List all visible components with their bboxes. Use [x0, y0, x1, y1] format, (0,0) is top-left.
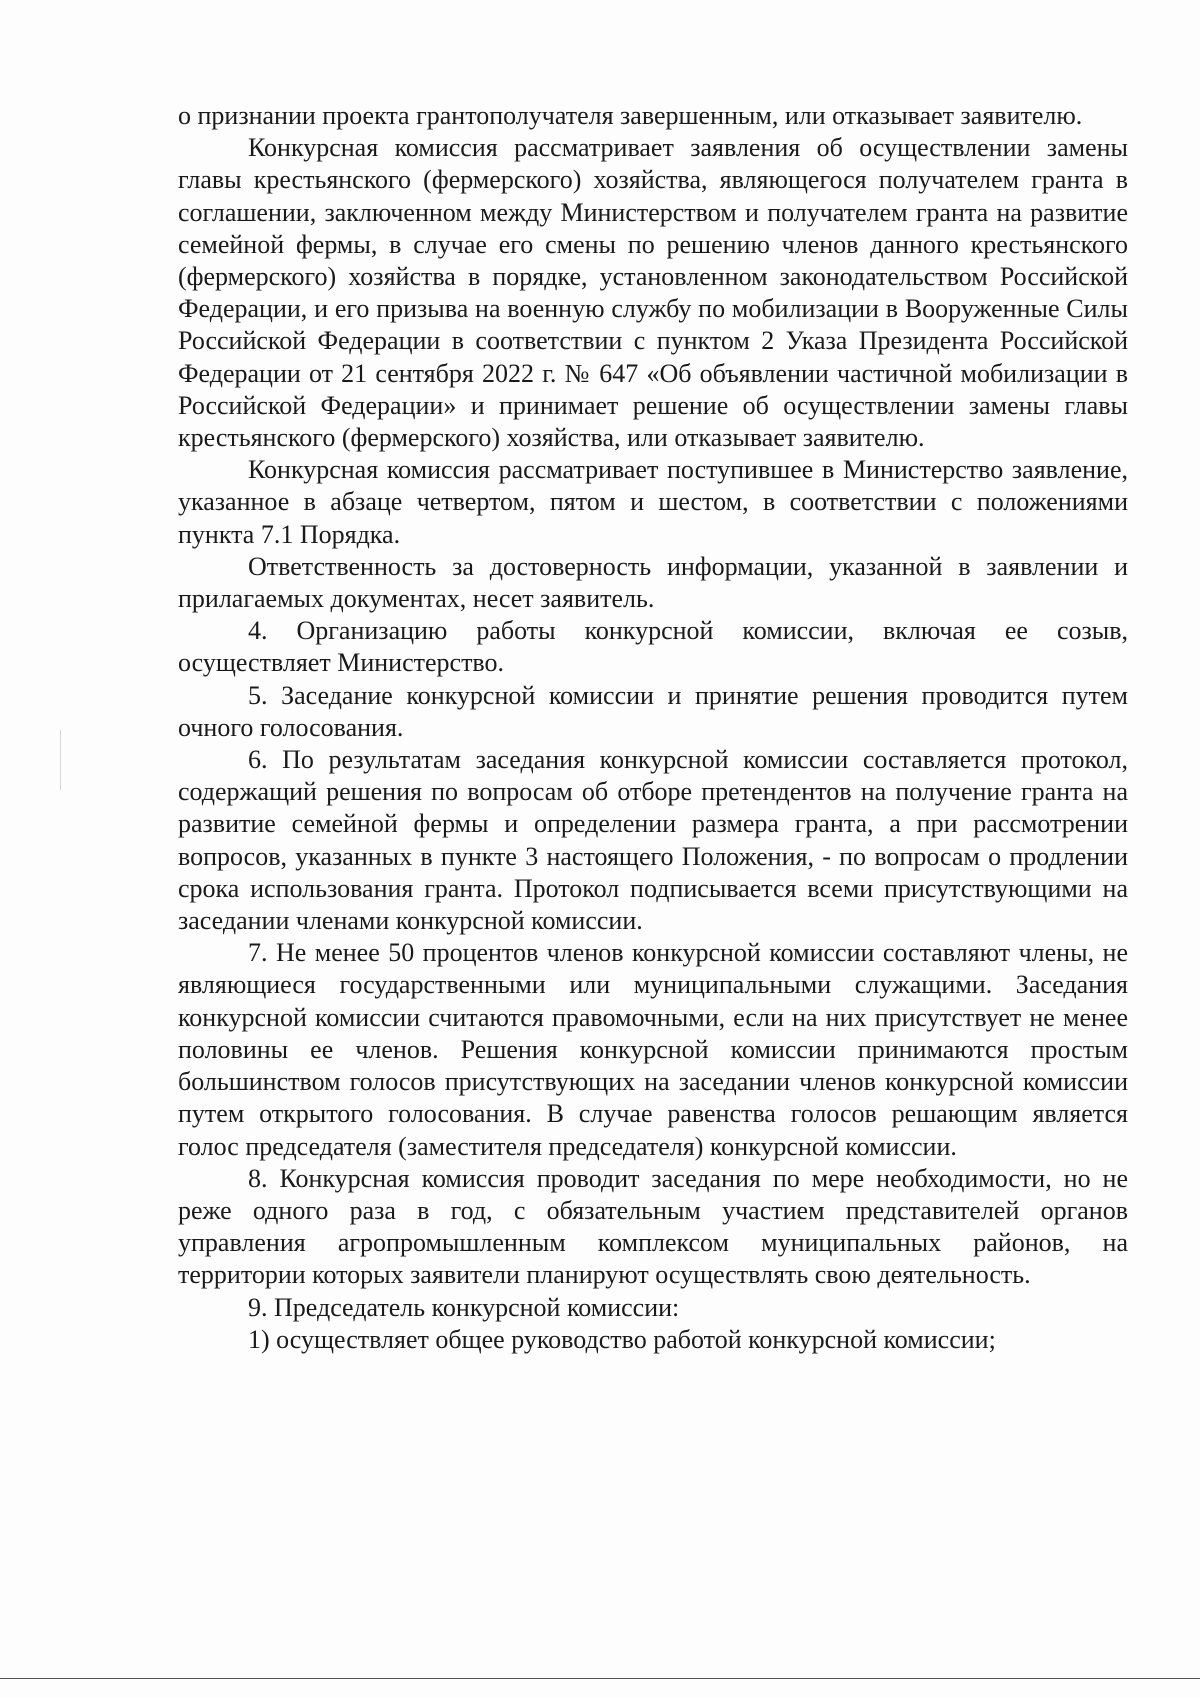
paragraph-responsibility: Ответственность за достоверность информации, указанной в заявлении и прилагаемых документах, несет заявитель.	[178, 551, 1128, 614]
paragraph-item-9: 9. Председатель конкурсной комиссии:	[248, 1292, 680, 1322]
paragraph-item-9-1: 1) осуществляет общее руководство работой конкурсной комиссии;	[248, 1324, 996, 1354]
page-bottom-rule	[0, 1678, 1200, 1679]
paragraph-item-7: 7. Не менее 50 процентов членов конкурсной комиссии составляют члены, не являющиеся государственными или муниципальными служащими. Заседания конкурсной комиссии считаются правомочными, если на них присутствует не менее половины ее членов. Решения конкурсной комиссии принимаются простым большинством голосов присутствующих на заседании членов конкурсной комиссии путем открытого голосования. В случае равенства голосов решающим является голос председателя (заместителя председателя) конкурсной комиссии.	[178, 938, 1128, 1161]
scan-margin-mark	[60, 730, 61, 790]
paragraph-farm-head-replacement: Конкурсная комиссия рассматривает заявления об осуществлении замены главы крестьянского (фермерского) хозяйства, являющегося получателем гранта в соглашении, заключенном между Министерством и получателем гранта на развитие семейной фермы, в случае его смены по решению членов данного крестьянского (фермерского) хозяйства в порядке, установленном законодательством Российской Федерации, и его призыва на военную службу по мобилизации в Вооруженные Силы Российской Федерации в соответствии с пунктом 2 Указа Президента Российской Федерации от 21 сентября 2022 г. № 647 «Об объявлении частичной мобилизации в Российской Федерации» и принимает решение об осуществлении замены главы крестьянского (фермерского) хозяйства, или отказывает заявителю.	[178, 133, 1128, 453]
paragraph-continuation: о признании проекта грантополучателя завершенным, или отказывает заявителю.	[178, 101, 1083, 130]
paragraph-item-8: 8. Конкурсная комиссия проводит заседания по мере необходимости, но не реже одного раза в год, с обязательным участием представителей органов управления агропромышленным комплексом муниципальных районов, на территории которых заявители планируют осуществлять свою деятельность.	[178, 1163, 1128, 1290]
paragraph-item-6: 6. По результатам заседания конкурсной комиссии составляется протокол, содержащий решения по вопросам об отборе претендентов на получение гранта на развитие семейной фермы и определении размера гранта, а при рассмотрении вопросов, указанных в пункте 3 настоящего Положения, - по вопросам о продлении срока использования гранта. Протокол подписывается всеми присутствующими на заседании членами конкурсной комиссии.	[178, 745, 1128, 936]
paragraph-item-4: 4. Организацию работы конкурсной комиссии, включая ее созыв, осуществляет Министерство.	[178, 616, 1128, 678]
paragraph-item-5: 5. Заседание конкурсной комиссии и принятие решения проводится путем очного голосования.	[178, 680, 1128, 742]
document-body	[178, 100, 1128, 1356]
paragraph-application-review: Конкурсная комиссия рассматривает поступившее в Министерство заявление, указанное в абзаце четвертом, пятом и шестом, в соответствии с положениями пункта 7.1 Порядка.	[178, 455, 1128, 549]
